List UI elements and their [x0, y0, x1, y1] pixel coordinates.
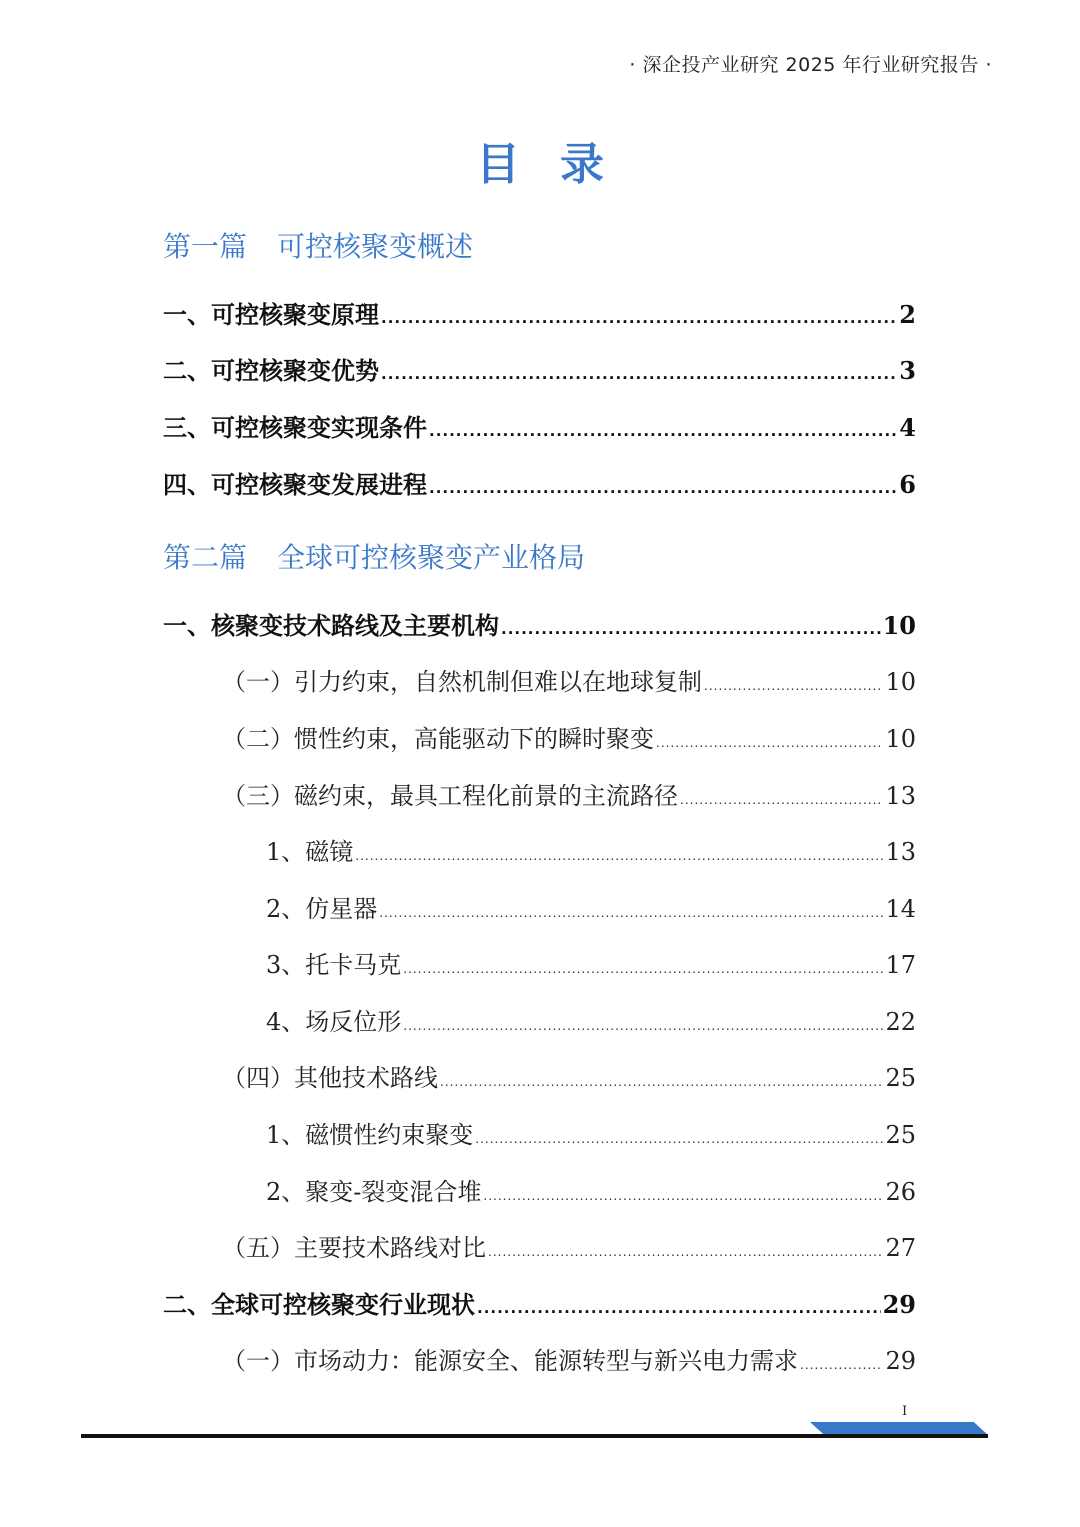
toc-entry-label: 一、可控核聚变原理	[163, 301, 379, 329]
toc-leader-dots	[429, 467, 897, 503]
toc-entry-page: 13	[885, 838, 916, 866]
toc-leader-dots	[429, 410, 897, 446]
toc-leader-dots	[477, 1287, 881, 1323]
page-title: 目录	[476, 139, 644, 190]
toc-entry[interactable]	[163, 467, 916, 503]
toc-entry[interactable]	[222, 664, 916, 700]
toc-leader-dots	[488, 1230, 883, 1266]
footer-rule	[81, 1434, 988, 1438]
toc-entry[interactable]	[163, 1287, 916, 1323]
toc-entry-label: （二）惯性约束，高能驱动下的瞬时聚变	[222, 725, 654, 753]
part-number: 第一篇	[163, 230, 248, 263]
toc-leader-dots	[800, 1343, 883, 1379]
toc-leader-dots	[381, 297, 897, 333]
toc-entry-label: 1、磁惯性约束聚变	[266, 1121, 474, 1149]
toc-entry-label: 三、可控核聚变实现条件	[163, 414, 427, 442]
toc-entry-page: 25	[885, 1064, 916, 1092]
toc-entry-label: （四）其他技术路线	[222, 1064, 438, 1092]
toc-entry-page: 27	[885, 1234, 916, 1262]
toc-leader-dots	[403, 1004, 883, 1040]
toc-leader-dots	[704, 664, 883, 700]
toc-entry[interactable]	[266, 891, 916, 927]
toc-leader-dots	[403, 947, 883, 983]
toc-entry-label: 4、场反位形	[266, 1008, 402, 1036]
toc-entry-label: 2、聚变-裂变混合堆	[266, 1178, 482, 1206]
toc-entry[interactable]	[266, 834, 916, 870]
toc-entry-label: 3、托卡马克	[266, 951, 402, 979]
toc-entry-page: 2	[899, 300, 916, 329]
toc-entry-page: 29	[882, 1290, 916, 1319]
toc-entry-page: 13	[885, 782, 916, 810]
toc-entry-label: 四、可控核聚变发展进程	[163, 471, 427, 499]
toc-entry[interactable]	[163, 297, 916, 333]
toc-entry-label: （一）引力约束，自然机制但难以在地球复制	[222, 668, 702, 696]
toc-entry-label: 2、仿星器	[266, 895, 378, 923]
toc-entry[interactable]	[266, 1174, 916, 1210]
toc-entry-page: 17	[885, 951, 916, 979]
footer-page-number: I	[902, 1404, 908, 1419]
toc-entry[interactable]	[266, 947, 916, 983]
toc-entry[interactable]	[222, 1060, 916, 1096]
part-title: 可控核聚变概述	[277, 230, 474, 263]
toc-entry-page: 10	[885, 725, 916, 753]
toc-entry-page: 26	[885, 1178, 916, 1206]
part-heading	[163, 536, 585, 576]
toc-leader-dots	[656, 721, 883, 757]
part-title: 全球可控核聚变产业格局	[277, 541, 586, 574]
toc-entry-page: 29	[885, 1347, 916, 1375]
running-header: · 深企投产业研究 2025 年行业研究报告 ·	[629, 54, 992, 76]
toc-entry-page: 10	[882, 611, 916, 640]
toc-leader-dots	[680, 778, 883, 814]
part-number: 第二篇	[163, 541, 248, 574]
toc-entry[interactable]	[163, 608, 916, 644]
toc-entry[interactable]	[222, 721, 916, 757]
toc-entry-label: （五）主要技术路线对比	[222, 1234, 486, 1262]
toc-leader-dots	[501, 608, 881, 644]
toc-entry[interactable]	[222, 1230, 916, 1266]
toc-leader-dots	[355, 834, 883, 870]
toc-leader-dots	[475, 1117, 883, 1153]
toc-entry-label: 一、核聚变技术路线及主要机构	[163, 612, 499, 640]
toc-entry-label: （三）磁约束，最具工程化前景的主流路径	[222, 782, 678, 810]
toc-entry-page: 25	[885, 1121, 916, 1149]
toc-entry-page: 6	[899, 470, 916, 499]
toc-entry-page: 10	[885, 668, 916, 696]
toc-entry-label: （一）市场动力：能源安全、能源转型与新兴电力需求	[222, 1347, 798, 1375]
toc-entry[interactable]	[222, 778, 916, 814]
toc-entry[interactable]	[222, 1343, 916, 1379]
toc-entry-page: 14	[885, 895, 916, 923]
toc-entry-label: 二、可控核聚变优势	[163, 357, 379, 385]
toc-entry[interactable]	[266, 1004, 916, 1040]
toc-leader-dots	[483, 1174, 883, 1210]
toc-entry[interactable]	[163, 353, 916, 389]
toc-entry[interactable]	[266, 1117, 916, 1153]
part-heading	[163, 225, 473, 265]
toc-leader-dots	[379, 891, 883, 927]
toc-entry-page: 22	[885, 1008, 916, 1036]
toc-entry[interactable]	[163, 410, 916, 446]
toc-entry-label: 1、磁镜	[266, 838, 354, 866]
toc-leader-dots	[440, 1060, 883, 1096]
toc-leader-dots	[381, 353, 897, 389]
toc-entry-page: 3	[899, 356, 916, 385]
toc-entry-page: 4	[899, 413, 916, 442]
toc-entry-label: 二、全球可控核聚变行业现状	[163, 1291, 475, 1319]
